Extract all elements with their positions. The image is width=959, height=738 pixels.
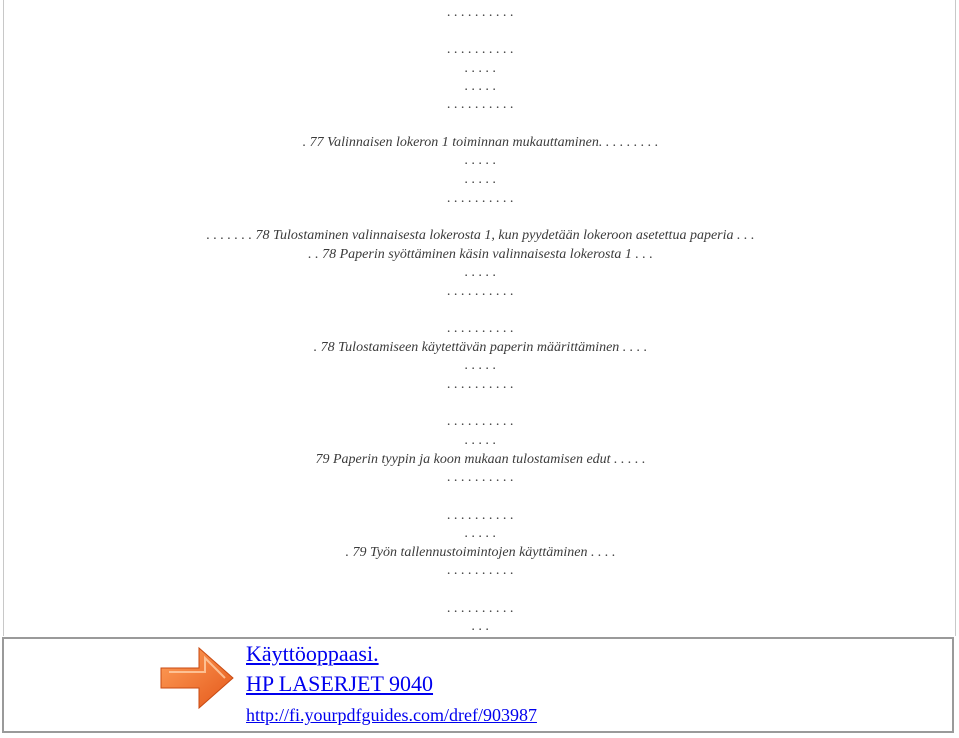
toc-line: . . . . . . . . . . — [447, 563, 514, 578]
toc-line: . . . . . . . . . . — [447, 414, 514, 429]
toc-line: . . . . . — [464, 153, 497, 168]
toc-line: . . . . . . . . . . — [447, 601, 514, 616]
toc-line: . 79 Työn tallennustoimintojen käyttäminen . . . . — [345, 545, 616, 560]
toc-line: . . . . . — [464, 526, 497, 541]
footer-product[interactable]: HP LASERJET 9040 — [246, 671, 434, 696]
toc-line: . . . . . . . . . . — [447, 377, 514, 392]
toc-line: . . . . . — [464, 433, 497, 448]
toc-line: 79 Paperin tyypin ja koon mukaan tulostamisen edut . . . . . — [315, 452, 646, 467]
toc-line: . . . . . . . . . . — [447, 191, 514, 206]
footer-banner — [2, 637, 954, 733]
toc-line: . 77 Valinnaisen lokeron 1 toiminnan mukauttaminen. . . . . . . . . — [302, 135, 659, 150]
toc-line: . . . . . — [464, 79, 497, 94]
toc-line: . . . . . . . . . . — [447, 321, 514, 336]
toc-line: . . . . . — [464, 265, 497, 280]
toc-line: . . 78 Paperin syöttäminen käsin valinnaisesta lokerosta 1 . . . — [308, 247, 653, 262]
document-page — [3, 0, 956, 636]
toc-line: . . . . . — [464, 172, 497, 187]
orange-arrow-icon — [159, 642, 235, 712]
toc-line: . . . . . . . . . . — [447, 42, 514, 57]
footer-link[interactable]: http://fi.yourpdfguides.com/dref/903987 — [246, 705, 537, 725]
toc-line: . . . . . — [464, 61, 497, 76]
toc-line: . . . . . — [464, 358, 497, 373]
toc-line: . . . — [471, 619, 490, 634]
footer-title[interactable]: Käyttöoppaasi. — [246, 641, 379, 666]
toc-line: . . . . . . . . . . — [447, 470, 514, 485]
toc-line: . . . . . . . . . . — [447, 5, 514, 20]
toc-line: . . . . . . . . . . — [447, 508, 514, 523]
toc-line: . . . . . . . . . . — [447, 97, 514, 112]
toc-line: . . . . . . . 78 Tulostaminen valinnaisesta lokerosta 1, kun pyydetään lokeroon asetettua paperia . . . — [206, 228, 755, 243]
toc-line: . 78 Tulostamiseen käytettävän paperin määrittäminen . . . . — [313, 340, 648, 355]
toc-line: . . . . . . . . . . — [447, 284, 514, 299]
